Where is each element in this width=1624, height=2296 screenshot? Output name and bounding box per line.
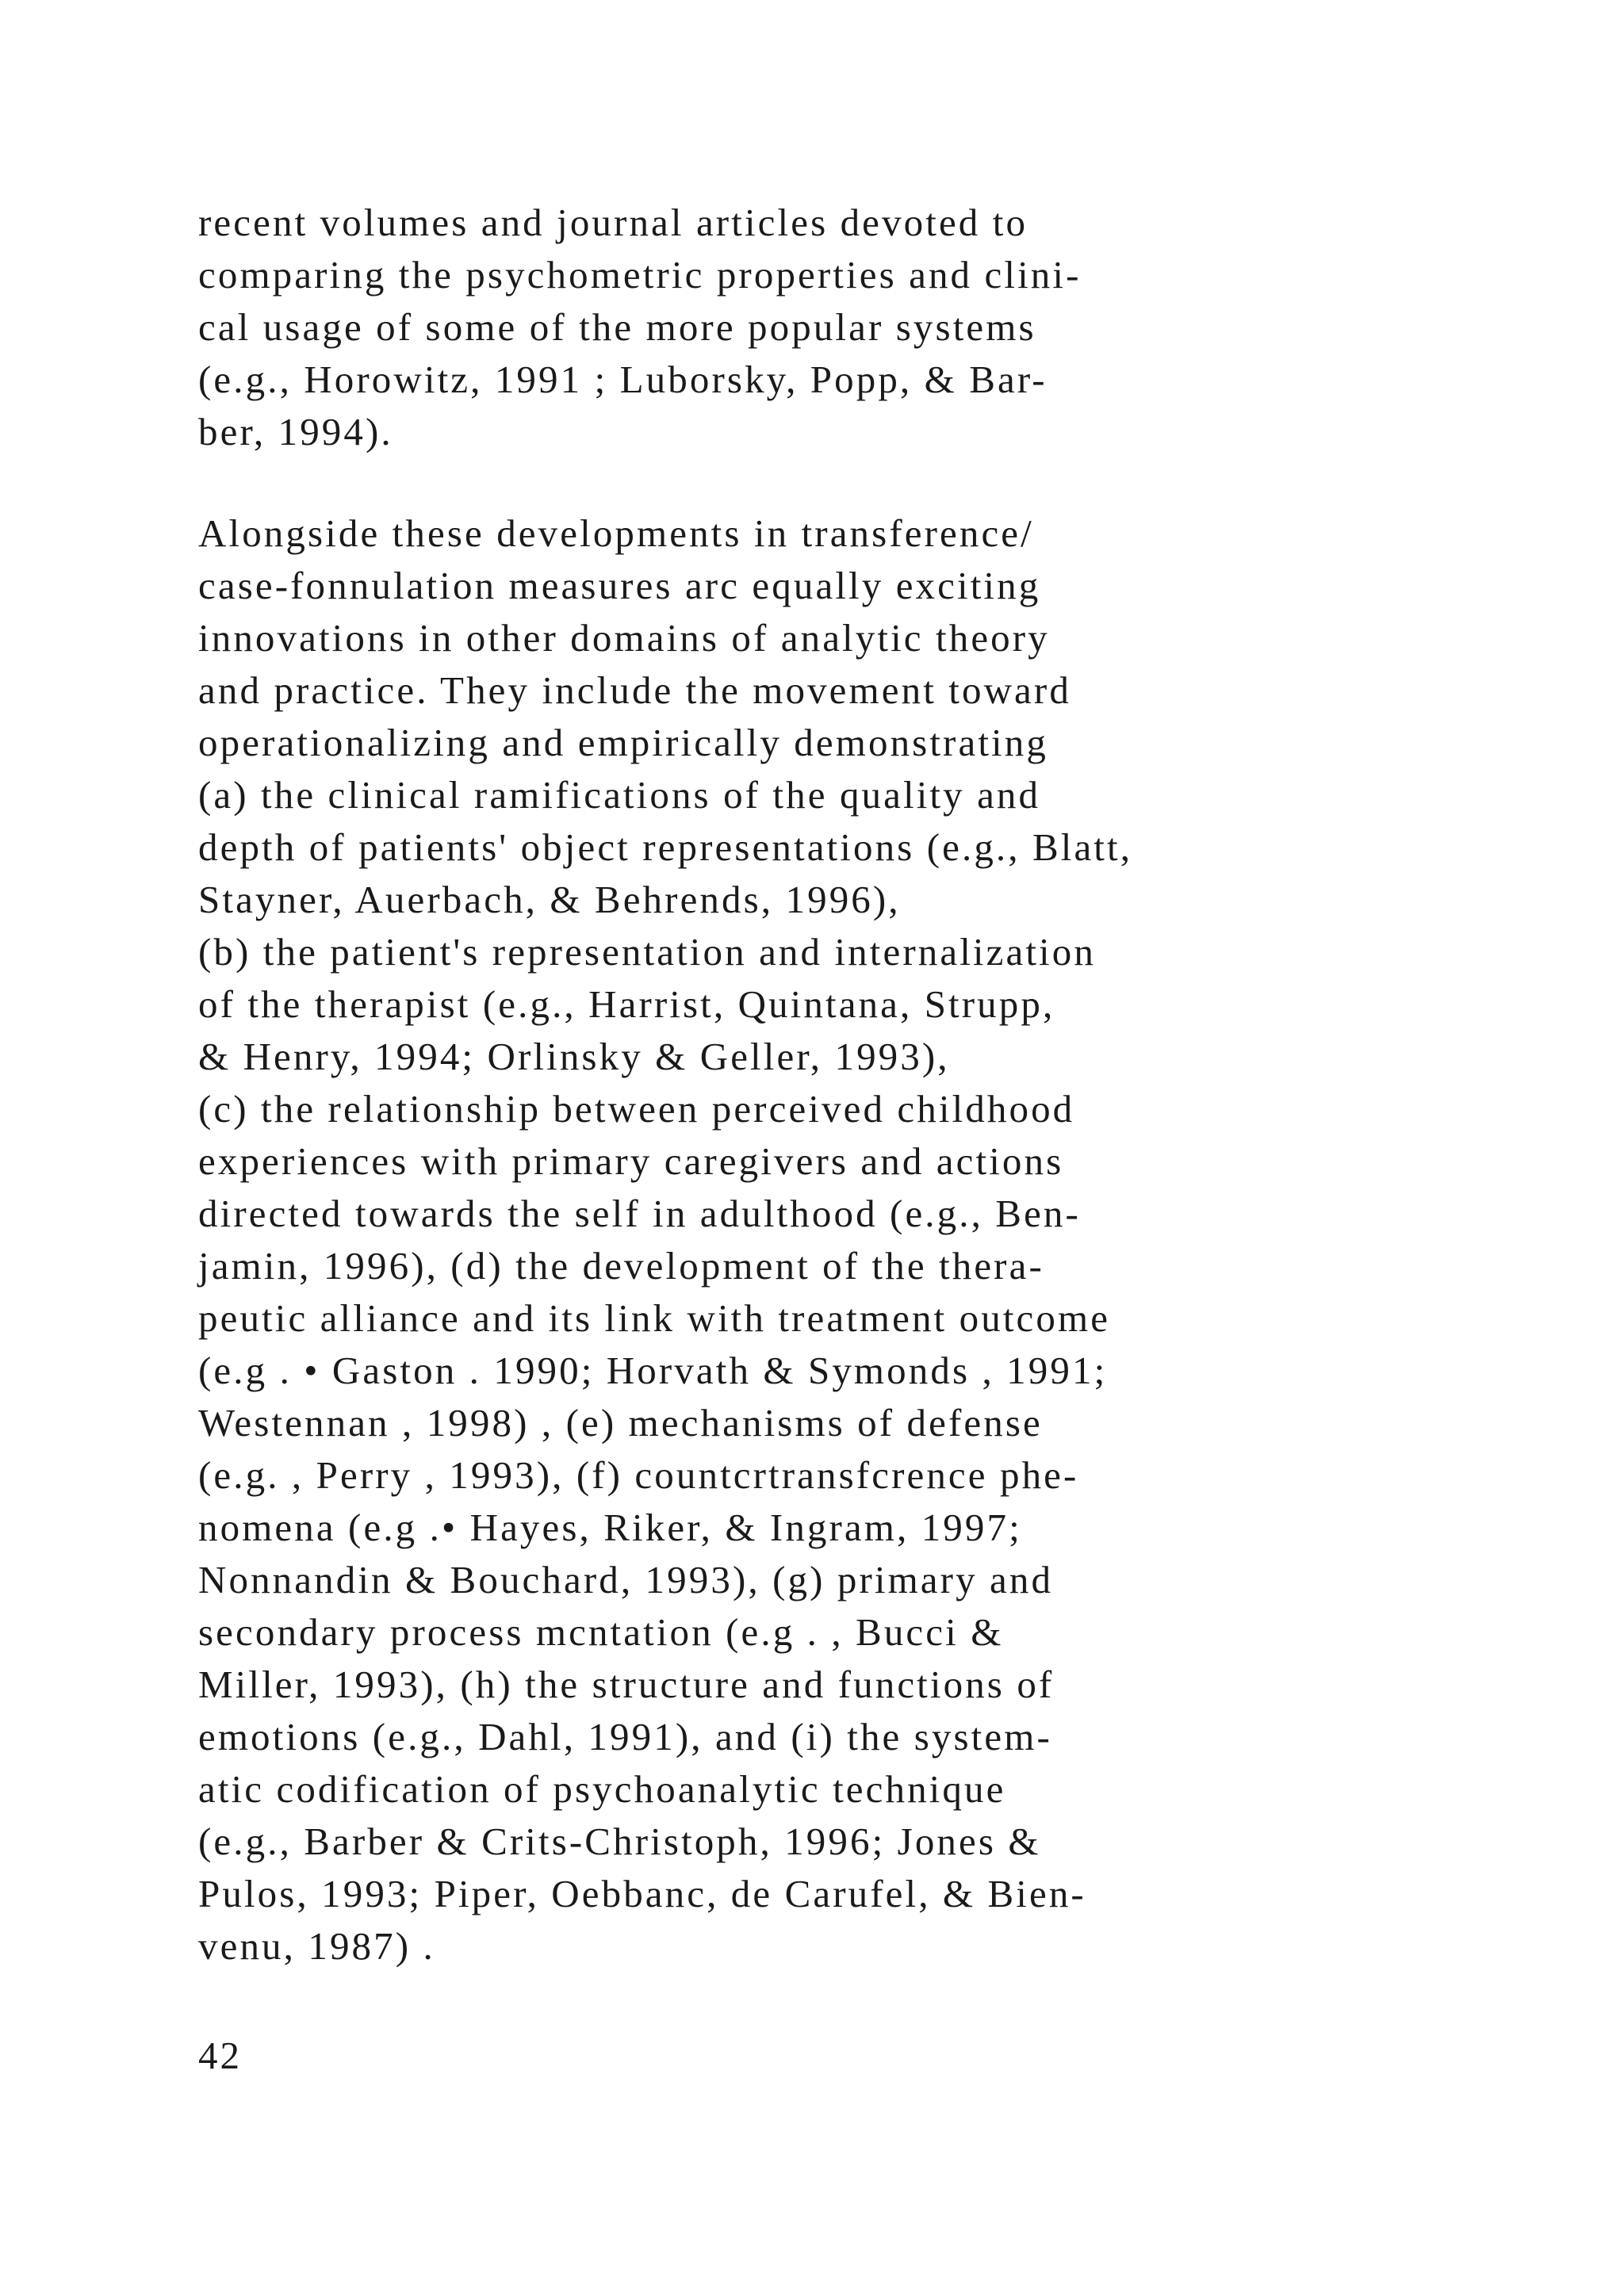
text-line: Miller, 1993), (h) the structure and functions of [198, 1663, 1055, 1706]
text-line: secondary process mcntation (e.g . , Bucci & [198, 1610, 1004, 1654]
text-line: emotions (e.g., Dahl, 1991), and (i) the system- [198, 1715, 1052, 1758]
text-line: directed towards the self in adulthood (e.g., Ben- [198, 1192, 1081, 1235]
text-line: (c) the relationship between perceived childhood [198, 1087, 1075, 1131]
text-line: recent volumes and journal articles devoted to [198, 201, 1028, 244]
text-line: peutic alliance and its link with treatment outcome [198, 1296, 1111, 1340]
text-line: Pulos, 1993; Piper, Oebbanc, de Carufel, & Bien- [198, 1872, 1086, 1915]
text-line: of the therapist (e.g., Harrist, Quintana, Strupp, [198, 982, 1055, 1026]
text-line: & Henry, 1994; Orlinsky & Geller, 1993), [198, 1035, 950, 1078]
paragraph-2 [198, 507, 1507, 1973]
text-line: experiences with primary caregivers and actions [198, 1139, 1064, 1183]
text-line: cal usage of some of the more popular systems [198, 305, 1036, 349]
text-line: case-fonnulation measures arc equally exciting [198, 564, 1041, 607]
text-line: comparing the psychometric properties and clini- [198, 253, 1082, 297]
paragraph-1 [198, 197, 1507, 458]
page-number: 42 [198, 2034, 242, 2077]
text-line: (e.g., Barber & Crits-Christoph, 1996; Jones & [198, 1820, 1041, 1863]
text-line: Alongside these developments in transference/ [198, 511, 1034, 555]
text-line: operationalizing and empirically demonstrating [198, 721, 1048, 764]
text-line: (e.g., Horowitz, 1991 ; Luborsky, Popp, & Bar- [198, 358, 1048, 401]
text-line: (b) the patient's representation and internalization [198, 930, 1096, 974]
text-line: Stayner, Auerbach, & Behrends, 1996), [198, 878, 901, 921]
text-line: jamin, 1996), (d) the development of the thera- [198, 1244, 1044, 1288]
text-line: depth of patients' object representations (e.g., Blatt, [198, 825, 1133, 869]
text-line: ber, 1994). [198, 410, 393, 453]
text-line: and practice. They include the movement toward [198, 668, 1071, 712]
text-line: atic codification of psychoanalytic technique [198, 1767, 1006, 1811]
text-line: Westennan , 1998) , (e) mechanisms of defense [198, 1401, 1043, 1445]
text-line: Nonnandin & Bouchard, 1993), (g) primary and [198, 1558, 1054, 1601]
text-line: venu, 1987) . [198, 1924, 435, 1968]
text-line: (e.g. , Perry , 1993), (f) countcrtransfcrence phe- [198, 1453, 1079, 1497]
text-line: (a) the clinical ramifications of the quality and [198, 773, 1041, 817]
text-line: nomena (e.g .• Hayes, Riker, & Ingram, 1997; [198, 1506, 1022, 1549]
text-line: (e.g . • Gaston . 1990; Horvath & Symonds , 1991; [198, 1349, 1108, 1392]
text-line: innovations in other domains of analytic theory [198, 616, 1050, 660]
